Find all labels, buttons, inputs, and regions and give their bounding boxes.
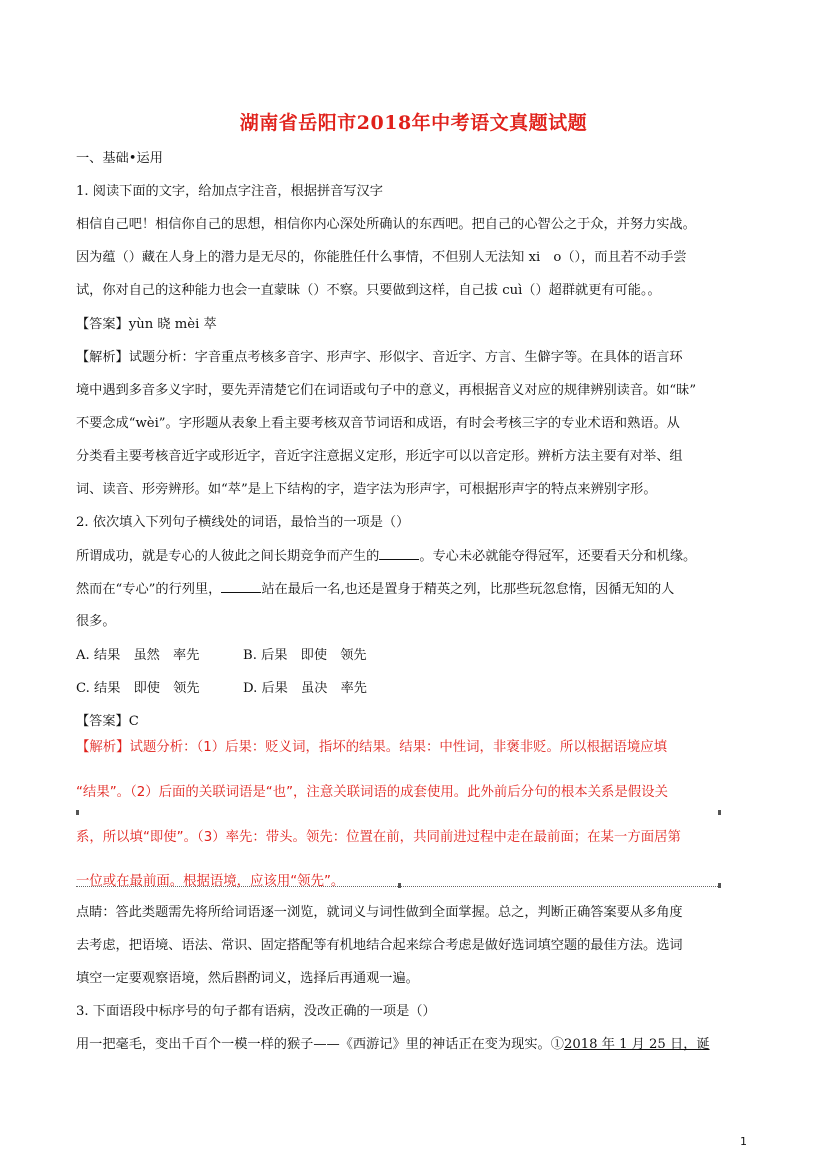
- anchor-mark: [718, 883, 721, 888]
- option-a: A. 结果 虽然 率先: [76, 648, 200, 663]
- question-2-passage-line: [76, 580, 674, 599]
- question-1-analysis-line: 分类看主要考核音近字或形近字，音近字注意据义定形，形近字可以以音定形。辨析方法主要有对举、组: [76, 449, 683, 464]
- question-3-stem: 3. 下面语段中标序号的句子都有语病，没改正确的一项是（）: [76, 1004, 436, 1019]
- question-1-passage-line: 因为蕴（）藏在人身上的潜力是无尽的，你能胜任什么事情，不但别人无法知 xi o（），而且若不动手尝: [76, 250, 687, 265]
- page-number: 1: [740, 1135, 747, 1148]
- underlined-sentence: 2018 年 1 月 25 日，诞: [563, 1037, 710, 1052]
- question-2-tip-line: 去考虑，把语境、语法、常识、固定搭配等有机地结合起来综合考虑是做好选词填空题的最佳方法。选词: [76, 938, 683, 953]
- question-2-tip-line: 点睛：答此类题需先将所给词语逐一浏览，就词义与词性做到全面掌握。总之，判断正确答案要从多角度: [76, 905, 683, 920]
- question-1-analysis-line: 境中遇到多音多义字时，要先弄清楚它们在词语或句子中的意义，再根据音义对应的规律辨别读音。如“昧”: [76, 383, 697, 398]
- question-2-analysis-line: 系，所以填“即使”。（3）率先：带头。领先：位置在前，共同前进过程中走在最前面；在某一方面居第: [76, 830, 681, 845]
- question-1-analysis-line: 【解析】试题分析：字音重点考核多音字、形声字、形似字、音近字、方言、生僻字等。在具体的语言环: [76, 350, 683, 365]
- question-2-tip-line: 填空一定要观察语境，然后斟酌词义，选择后再通观一遍。: [76, 971, 419, 986]
- option-d: D. 后果 虽决 率先: [243, 681, 367, 696]
- question-3-passage-line: [76, 1036, 710, 1054]
- question-1-analysis-line: 不要念成“wèi”。字形题从表象上看主要考核双音节词语和成语，有时会考核三字的专业术语和熟语。从: [76, 416, 680, 431]
- question-2-answer: 【答案】C: [76, 714, 139, 729]
- passage-text: 所谓成功，就是专心的人彼此之间长期竞争而产生的: [76, 549, 380, 564]
- question-1-stem: 1. 阅读下面的文字，给加点字注音，根据拼音写汉字: [76, 184, 383, 199]
- passage-text: 。专心未必就能夺得冠军，还要看天分和机缘。: [419, 549, 697, 564]
- anchor-mark: [398, 883, 401, 888]
- question-2-analysis-line: “结果”。（2）后面的关联词语是“也”，注意关联词语的成套使用。此外前后分句的根本关系是假设关: [76, 785, 668, 800]
- anchor-mark: [718, 810, 721, 815]
- question-1-passage-line: 试，你对自己的这种能力也会一直蒙昧（）不察。只要做到这样，自己拔 cuì（）超群就更有可能。。: [76, 283, 661, 298]
- option-b: B. 后果 即使 领先: [243, 648, 367, 663]
- fill-blank: [379, 547, 419, 560]
- option-c: C. 结果 即使 领先: [76, 681, 200, 696]
- question-1-answer: 【答案】yùn 晓 mèi 萃: [76, 317, 217, 332]
- question-2-analysis-line: 一位或在最前面。根据语境，应该用“领先”。: [76, 874, 345, 889]
- section-heading: 一、基础•运用: [76, 151, 163, 166]
- question-2-stem: 2. 依次填入下列句子横线处的词语，最恰当的一项是（）: [76, 515, 410, 530]
- anchor-mark: [76, 810, 79, 815]
- question-1-passage-line: 相信自己吧！相信你自己的思想，相信你内心深处所确认的东西吧。把自己的心智公之于众，并努力实战。: [76, 217, 696, 232]
- question-2-passage-line: [76, 547, 696, 566]
- passage-text: 然而在“专心”的行列里，: [76, 582, 222, 597]
- passage-text: 用一把毫毛，变出千百个一模一样的猴子——《西游记》里的神话正在变为现实。①: [76, 1037, 564, 1052]
- question-1-analysis-line: 词、读音、形旁辨形。如“萃”是上下结构的字，造字法为形声字，可根据形声字的特点来辨别字形。: [76, 482, 657, 497]
- question-2-passage-line: 很多。: [76, 614, 116, 629]
- page-title: 湖南省岳阳市2018年中考语文真题试题: [239, 112, 588, 134]
- question-2-analysis-line: 【解析】试题分析：（1）后果：贬义词，指坏的结果。结果：中性词，非褒非贬。所以根据语境应填: [76, 740, 668, 755]
- passage-text: 站在最后一名,也还是置身于精英之列，比那些玩忽怠惰，因循无知的人: [261, 582, 675, 597]
- fill-blank: [221, 580, 261, 593]
